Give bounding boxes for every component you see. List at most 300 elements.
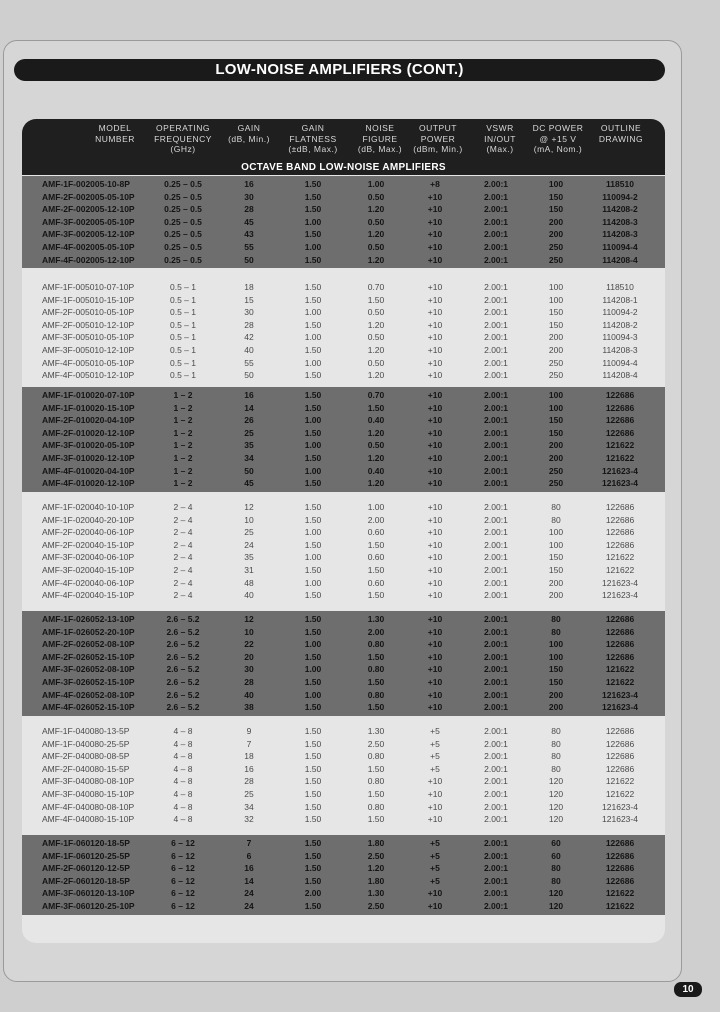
cell-noise-figure: 0.70 [367, 282, 385, 292]
cell-operating-frequency: 2 – 4 [173, 552, 193, 563]
cell-dc-power: 250 [548, 357, 564, 368]
cell-dc-power: 200 [548, 453, 564, 463]
cell-noise-figure: 1.20 [367, 254, 385, 265]
cell-dc-power: 200 [548, 345, 564, 355]
table-row [22, 788, 665, 801]
cell-gain-flatness: 1.50 [304, 626, 322, 637]
cell-gain-flatness: 1.50 [304, 453, 322, 463]
table-row [22, 738, 665, 751]
cell-output-power: +10 [427, 294, 443, 305]
cell-gain: 48 [244, 577, 254, 588]
cell-model-number: AMF-1F-020040-10-10P [42, 502, 135, 512]
cell-vswr: 2.00:1 [484, 332, 508, 343]
table-row [22, 651, 665, 664]
cell-outline-drawing: 122686 [605, 639, 635, 650]
cell-gain: 12 [244, 614, 254, 624]
table-row [22, 638, 665, 651]
cell-model-number: AMF-1F-002005-10-8P [42, 179, 130, 189]
cell-vswr: 2.00:1 [484, 514, 508, 525]
cell-operating-frequency: 2 – 4 [173, 590, 193, 601]
cell-operating-frequency: 4 – 8 [173, 789, 193, 799]
table-row [22, 331, 665, 344]
cell-gain: 30 [244, 664, 254, 675]
cell-gain-flatness: 1.50 [304, 614, 322, 624]
cell-outline-drawing: 121622 [605, 901, 635, 911]
cell-gain-flatness: 1.50 [304, 901, 322, 911]
cell-vswr: 2.00:1 [483, 465, 509, 476]
cell-gain-flatness: 1.50 [304, 294, 322, 305]
cell-noise-figure: 1.50 [367, 789, 385, 799]
cell-gain: 45 [244, 216, 254, 227]
cell-outline-drawing: 121622 [605, 552, 635, 563]
cell-outline-drawing: 122686 [605, 390, 635, 400]
cell-gain: 25 [244, 789, 254, 799]
cell-model-number: AMF-4F-040080-08-10P [42, 801, 135, 812]
cell-outline-drawing: 122686 [605, 751, 635, 762]
cell-gain: 12 [244, 502, 254, 512]
cell-noise-figure: 0.60 [367, 577, 385, 588]
cell-gain: 24 [244, 888, 254, 899]
cell-gain-flatness: 1.50 [304, 789, 322, 799]
cell-model-number: AMF-2F-010020-12-10P [42, 427, 135, 438]
table-row [22, 551, 665, 564]
header-model-number: MODEL NUMBER [95, 123, 135, 144]
cell-model-number: AMF-2F-002005-12-10P [42, 204, 135, 215]
table-row [22, 357, 665, 370]
cell-vswr: 2.00:1 [484, 577, 508, 588]
cell-model-number: AMF-3F-020040-06-10P [42, 552, 135, 563]
cell-output-power: +10 [427, 216, 443, 227]
cell-gain: 16 [244, 390, 254, 400]
cell-output-power: +10 [427, 801, 443, 812]
table-row [22, 801, 665, 814]
cell-vswr: 2.00:1 [484, 345, 508, 355]
cell-dc-power: 200 [548, 577, 564, 588]
cell-output-power: +10 [427, 282, 443, 292]
cell-operating-frequency: 2.6 – 5.2 [166, 614, 200, 624]
cell-gain-flatness: 1.50 [304, 427, 322, 438]
table-row [22, 501, 665, 514]
cell-model-number: AMF-2F-026052-08-10P [42, 639, 135, 650]
cell-gain-flatness: 1.50 [304, 814, 322, 825]
cell-gain: 50 [244, 465, 254, 476]
row-group [22, 387, 665, 492]
cell-model-number: AMF-4F-040080-15-10P [42, 814, 135, 825]
cell-noise-figure: 1.20 [367, 345, 385, 355]
cell-output-power: +10 [427, 191, 443, 202]
cell-outline-drawing: 121623-4 [602, 577, 638, 588]
cell-gain-flatness: 1.50 [304, 282, 322, 292]
table-row [22, 514, 665, 527]
cell-dc-power: 150 [548, 565, 564, 575]
cell-gain-flatness: 1.50 [304, 677, 322, 687]
cell-noise-figure: 0.50 [367, 242, 385, 252]
cell-output-power: +10 [427, 614, 443, 624]
cell-output-power: +8 [430, 179, 440, 189]
cell-noise-figure: 1.20 [367, 427, 385, 438]
cell-gain-flatness: 1.00 [304, 689, 322, 700]
table-row [22, 750, 665, 763]
cell-gain-flatness: 1.50 [304, 763, 322, 774]
cell-outline-drawing: 122686 [605, 502, 635, 512]
table-row [22, 439, 665, 452]
cell-operating-frequency: 0.5 – 1 [170, 332, 196, 343]
cell-gain: 38 [244, 702, 254, 713]
cell-operating-frequency: 0.5 – 1 [170, 282, 196, 292]
cell-model-number: AMF-2F-060120-18-5P [42, 875, 130, 886]
cell-operating-frequency: 0.25 – 0.5 [164, 216, 202, 227]
cell-outline-drawing: 114208-4 [602, 370, 638, 381]
cell-noise-figure: 2.50 [367, 850, 385, 861]
table-row [22, 178, 665, 191]
cell-outline-drawing: 121623-4 [602, 801, 638, 812]
cell-noise-figure: 0.40 [367, 415, 385, 426]
cell-outline-drawing: 121622 [605, 776, 635, 787]
cell-gain: 40 [244, 590, 254, 601]
cell-noise-figure: 1.50 [367, 402, 385, 413]
cell-output-power: +10 [427, 789, 443, 799]
cell-model-number: AMF-3F-060120-13-10P [42, 888, 135, 899]
cell-gain-flatness: 1.50 [304, 345, 322, 355]
cell-vswr: 2.00:1 [484, 776, 508, 787]
cell-noise-figure: 1.30 [367, 726, 385, 736]
header-gain-flatness: GAIN FLATNESS (±dB, Max.) [288, 123, 338, 154]
cell-noise-figure: 0.50 [367, 332, 385, 343]
cell-output-power: +10 [427, 370, 443, 381]
row-group [22, 725, 665, 826]
cell-noise-figure: 1.20 [367, 204, 385, 215]
cell-dc-power: 150 [548, 677, 564, 687]
cell-output-power: +5 [430, 863, 440, 874]
table-row [22, 389, 665, 402]
cell-outline-drawing: 110094-4 [602, 242, 638, 252]
cell-dc-power: 200 [548, 229, 564, 240]
cell-outline-drawing: 114208-4 [602, 254, 638, 265]
table-row [22, 452, 665, 465]
table-row [22, 228, 665, 241]
cell-noise-figure: 1.30 [367, 614, 385, 624]
cell-gain-flatness: 1.50 [304, 229, 322, 240]
cell-noise-figure: 2.00 [367, 626, 385, 637]
cell-noise-figure: 0.50 [367, 357, 385, 368]
header-outline-drawing: OUTLINE DRAWING [598, 123, 644, 144]
cell-outline-drawing: 122686 [605, 726, 635, 736]
cell-vswr: 2.00:1 [483, 229, 509, 240]
cell-output-power: +10 [427, 639, 443, 650]
cell-operating-frequency: 4 – 8 [173, 726, 193, 736]
table-row [22, 589, 665, 602]
cell-vswr: 2.00:1 [483, 639, 509, 650]
cell-gain-flatness: 1.50 [304, 191, 322, 202]
cell-operating-frequency: 2.6 – 5.2 [166, 651, 200, 662]
cell-output-power: +10 [427, 776, 443, 787]
cell-gain-flatness: 1.00 [304, 527, 322, 538]
cell-noise-figure: 1.20 [367, 453, 385, 463]
cell-vswr: 2.00:1 [483, 838, 509, 848]
cell-operating-frequency: 2 – 4 [173, 565, 193, 575]
cell-operating-frequency: 0.25 – 0.5 [164, 229, 202, 240]
cell-noise-figure: 1.00 [367, 179, 385, 189]
cell-vswr: 2.00:1 [483, 875, 509, 886]
table-row [22, 526, 665, 539]
cell-dc-power: 80 [551, 502, 561, 512]
cell-outline-drawing: 118510 [606, 282, 634, 292]
cell-output-power: +10 [427, 590, 443, 601]
cell-vswr: 2.00:1 [483, 901, 509, 911]
cell-outline-drawing: 114208-1 [602, 294, 638, 305]
cell-vswr: 2.00:1 [484, 789, 508, 799]
cell-model-number: AMF-2F-020040-06-10P [42, 527, 135, 538]
cell-operating-frequency: 1 – 2 [173, 390, 193, 400]
cell-dc-power: 250 [548, 254, 564, 265]
table-row [22, 402, 665, 415]
table-row [22, 900, 665, 913]
cell-operating-frequency: 2 – 4 [173, 539, 193, 550]
table-row [22, 539, 665, 552]
cell-operating-frequency: 6 – 12 [171, 875, 195, 886]
cell-gain: 26 [244, 415, 254, 426]
cell-gain-flatness: 1.00 [304, 552, 322, 563]
cell-outline-drawing: 122686 [605, 402, 635, 413]
cell-operating-frequency: 6 – 12 [171, 888, 195, 899]
cell-outline-drawing: 122686 [605, 863, 635, 874]
cell-output-power: +10 [427, 357, 443, 368]
cell-gain: 31 [244, 565, 254, 575]
cell-gain: 24 [244, 901, 254, 911]
table-row [22, 319, 665, 332]
cell-operating-frequency: 0.25 – 0.5 [164, 179, 202, 189]
cell-gain-flatness: 1.50 [304, 319, 322, 330]
cell-gain: 10 [244, 626, 254, 637]
cell-dc-power: 80 [551, 614, 561, 624]
cell-gain: 35 [244, 552, 254, 563]
cell-dc-power: 80 [551, 738, 561, 749]
cell-gain-flatness: 1.50 [304, 502, 322, 512]
cell-model-number: AMF-2F-005010-05-10P [42, 307, 135, 318]
cell-dc-power: 100 [548, 651, 564, 662]
cell-output-power: +10 [427, 888, 443, 899]
cell-outline-drawing: 121622 [605, 789, 635, 799]
cell-noise-figure: 1.50 [367, 565, 385, 575]
cell-noise-figure: 0.50 [367, 307, 385, 318]
cell-model-number: AMF-4F-005010-05-10P [42, 357, 135, 368]
cell-dc-power: 150 [548, 552, 564, 563]
cell-model-number: AMF-1F-060120-18-5P [42, 838, 130, 848]
cell-vswr: 2.00:1 [483, 850, 509, 861]
cell-noise-figure: 0.40 [367, 465, 385, 476]
cell-gain-flatness: 1.50 [304, 776, 322, 787]
cell-output-power: +10 [427, 565, 443, 575]
row-group [22, 611, 665, 716]
cell-dc-power: 80 [551, 626, 561, 637]
cell-vswr: 2.00:1 [484, 801, 508, 812]
cell-dc-power: 200 [548, 332, 564, 343]
cell-operating-frequency: 1 – 2 [173, 440, 193, 451]
cell-model-number: AMF-1F-060120-25-5P [42, 850, 130, 861]
cell-gain: 30 [244, 307, 254, 318]
cell-noise-figure: 1.50 [367, 763, 385, 774]
table-row [22, 775, 665, 788]
cell-operating-frequency: 4 – 8 [173, 814, 193, 825]
cell-model-number: AMF-4F-020040-06-10P [42, 577, 135, 588]
cell-gain-flatness: 1.50 [304, 875, 322, 886]
cell-dc-power: 100 [548, 282, 564, 292]
cell-vswr: 2.00:1 [483, 216, 509, 227]
cell-gain: 7 [246, 738, 252, 749]
cell-noise-figure: 1.50 [367, 590, 385, 601]
cell-outline-drawing: 121622 [605, 440, 635, 451]
cell-vswr: 2.00:1 [484, 357, 508, 368]
cell-dc-power: 120 [548, 789, 564, 799]
cell-noise-figure: 1.80 [367, 838, 385, 848]
cell-noise-figure: 0.60 [367, 527, 385, 538]
cell-noise-figure: 0.80 [367, 689, 385, 700]
cell-outline-drawing: 114208-3 [602, 216, 638, 227]
cell-vswr: 2.00:1 [483, 651, 509, 662]
cell-gain: 30 [244, 191, 254, 202]
cell-vswr: 2.00:1 [484, 726, 508, 736]
cell-vswr: 2.00:1 [484, 527, 508, 538]
header-noise-figure: NOISE FIGURE (dB, Max.) [357, 123, 403, 154]
cell-gain-flatness: 1.00 [304, 440, 322, 451]
cell-dc-power: 80 [551, 751, 561, 762]
cell-dc-power: 200 [548, 440, 564, 451]
cell-output-power: +10 [427, 427, 443, 438]
cell-model-number: AMF-2F-060120-12-5P [42, 863, 130, 874]
cell-vswr: 2.00:1 [483, 478, 509, 489]
cell-model-number: AMF-2F-026052-15-10P [42, 651, 135, 662]
cell-noise-figure: 0.80 [367, 801, 385, 812]
cell-gain-flatness: 1.00 [304, 307, 322, 318]
cell-output-power: +10 [427, 514, 443, 525]
cell-gain: 28 [244, 776, 254, 787]
cell-vswr: 2.00:1 [484, 319, 508, 330]
cell-model-number: AMF-3F-002005-12-10P [42, 229, 135, 240]
cell-gain: 16 [244, 863, 254, 874]
cell-outline-drawing: 114208-2 [602, 204, 638, 215]
cell-gain: 24 [244, 539, 254, 550]
cell-output-power: +5 [430, 763, 440, 774]
cell-operating-frequency: 2.6 – 5.2 [166, 639, 200, 650]
row-group [22, 176, 665, 268]
cell-operating-frequency: 0.5 – 1 [170, 370, 196, 381]
cell-dc-power: 80 [551, 763, 561, 774]
cell-dc-power: 250 [548, 465, 564, 476]
cell-model-number: AMF-3F-026052-08-10P [42, 664, 135, 675]
cell-model-number: AMF-1F-026052-13-10P [42, 614, 135, 624]
cell-model-number: AMF-4F-026052-15-10P [42, 702, 135, 713]
cell-dc-power: 80 [551, 875, 561, 886]
cell-gain-flatness: 1.50 [304, 863, 322, 874]
table-row [22, 725, 665, 738]
cell-dc-power: 150 [548, 319, 564, 330]
page-banner-title: LOW-NOISE AMPLIFIERS (CONT.) [14, 59, 665, 81]
cell-gain: 14 [244, 402, 254, 413]
cell-dc-power: 80 [551, 514, 561, 525]
cell-operating-frequency: 2 – 4 [173, 577, 193, 588]
cell-vswr: 2.00:1 [484, 763, 508, 774]
cell-operating-frequency: 4 – 8 [173, 776, 193, 787]
cell-gain: 14 [244, 875, 254, 886]
cell-output-power: +10 [427, 345, 443, 355]
cell-gain: 18 [244, 751, 254, 762]
cell-output-power: +10 [427, 626, 443, 637]
cell-noise-figure: 1.50 [367, 677, 385, 687]
cell-operating-frequency: 2.6 – 5.2 [166, 689, 200, 700]
cell-outline-drawing: 110094-3 [602, 332, 638, 343]
cell-gain-flatness: 1.00 [304, 465, 322, 476]
cell-vswr: 2.00:1 [483, 427, 509, 438]
cell-gain-flatness: 1.00 [304, 664, 322, 675]
cell-vswr: 2.00:1 [484, 814, 508, 825]
cell-vswr: 2.00:1 [483, 677, 509, 687]
cell-output-power: +10 [427, 307, 443, 318]
cell-dc-power: 120 [548, 801, 564, 812]
cell-output-power: +10 [427, 577, 443, 588]
cell-vswr: 2.00:1 [483, 179, 509, 189]
cell-vswr: 2.00:1 [483, 440, 509, 451]
table-row [22, 676, 665, 689]
cell-model-number: AMF-1F-040080-25-5P [42, 738, 130, 749]
cell-noise-figure: 0.60 [367, 552, 385, 563]
cell-noise-figure: 1.00 [367, 502, 385, 512]
cell-noise-figure: 1.50 [367, 539, 385, 550]
cell-outline-drawing: 121623-4 [602, 689, 638, 700]
cell-gain-flatness: 1.50 [304, 726, 322, 736]
cell-model-number: AMF-1F-020040-20-10P [42, 514, 135, 525]
cell-noise-figure: 1.50 [367, 651, 385, 662]
cell-gain-flatness: 1.50 [304, 651, 322, 662]
cell-outline-drawing: 121622 [605, 565, 635, 575]
cell-outline-drawing: 121623-4 [602, 478, 638, 489]
cell-model-number: AMF-4F-010020-04-10P [42, 465, 135, 476]
cell-noise-figure: 2.00 [367, 514, 385, 525]
cell-output-power: +10 [427, 319, 443, 330]
cell-outline-drawing: 114208-2 [602, 319, 638, 330]
cell-gain-flatness: 1.50 [304, 738, 322, 749]
table-row [22, 577, 665, 590]
cell-dc-power: 100 [548, 179, 564, 189]
cell-operating-frequency: 0.5 – 1 [170, 307, 196, 318]
cell-operating-frequency: 2 – 4 [173, 527, 193, 538]
cell-operating-frequency: 2.6 – 5.2 [166, 677, 200, 687]
row-group [22, 835, 665, 915]
cell-model-number: AMF-2F-040080-15-5P [42, 763, 130, 774]
table-row [22, 701, 665, 714]
table-row [22, 427, 665, 440]
cell-gain: 35 [244, 440, 254, 451]
cell-vswr: 2.00:1 [483, 415, 509, 426]
cell-noise-figure: 0.80 [367, 664, 385, 675]
header-operating-frequency: OPERATING FREQUENCY (GHz) [154, 123, 212, 154]
cell-dc-power: 150 [548, 427, 564, 438]
cell-gain: 40 [244, 345, 254, 355]
cell-dc-power: 120 [548, 888, 564, 899]
cell-noise-figure: 1.50 [367, 294, 385, 305]
cell-gain-flatness: 1.00 [304, 357, 322, 368]
table-row [22, 254, 665, 267]
cell-outline-drawing: 122686 [605, 838, 635, 848]
cell-outline-drawing: 121623-4 [602, 590, 638, 601]
cell-operating-frequency: 1 – 2 [173, 402, 193, 413]
cell-dc-power: 250 [548, 242, 564, 252]
cell-model-number: AMF-3F-005010-12-10P [42, 345, 135, 355]
cell-output-power: +10 [427, 664, 443, 675]
cell-gain: 34 [244, 801, 254, 812]
cell-model-number: AMF-3F-010020-12-10P [42, 453, 135, 463]
cell-output-power: +10 [427, 502, 443, 512]
cell-vswr: 2.00:1 [484, 552, 508, 563]
